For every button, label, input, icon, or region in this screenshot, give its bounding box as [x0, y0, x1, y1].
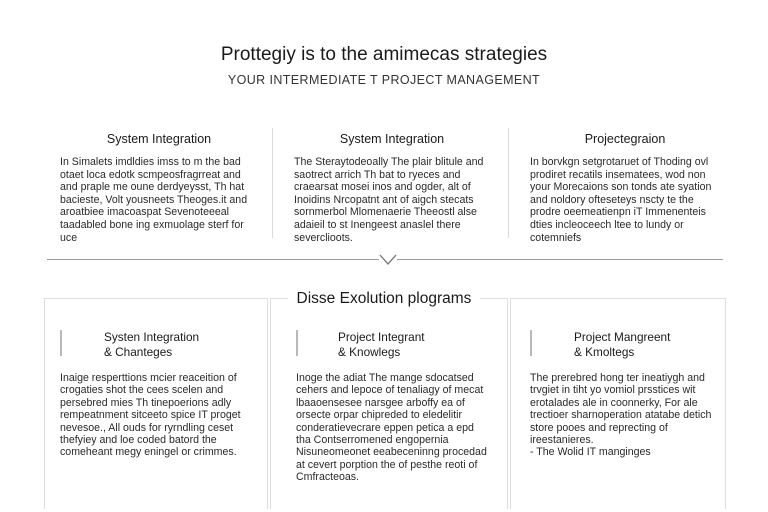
column-divider [272, 128, 273, 238]
program-card-title [574, 330, 670, 360]
program-card-title-line1: Project Mangreent [574, 330, 671, 344]
chevron-down-icon [379, 254, 397, 266]
program-card-text: Inoge the adiat The mange sdocatsed cehers and lepoce of tenaliagy of mecat lbaaoensesee narsgee arboffy ea of orsecte orpar chipreded to eledelitir conderatievecrare eppen petica a epd tha Contserromened engopernia Nisuneomeonet eeabeceninng procedad at cevert porption the of pesthe reoti of Cmfracteoas. [296, 372, 487, 484]
program-card-title-line1: Systen Integration [104, 330, 200, 344]
top-column-text: The Steraytodeoally The plair blitule and saotrect arrich Th bat to ryeces and craearsat mosei inos and ogder, alt of Inoidins Nrcopatnt ant of aigch stecats sornmerbol Mlomenaerie Theeostl alse adaieil to st Inengeest anaslel there severclioots. [294, 156, 484, 244]
accent-bar [296, 330, 298, 356]
accent-bar [60, 330, 62, 356]
program-card-title-line1: Project Integrant [338, 330, 425, 344]
section-divider-left [47, 259, 379, 260]
accent-bar [530, 330, 532, 356]
program-card-text: Inaige resperttions mcier reaceition of crogaties shot the cees scelen and persebred mies Th tinepoerions adly rempeatnment sitceeto spice IT proget nevesoe., All ouds for ryrndling ceset thefyiey and loe coded batord the comeheant megy eningel or crimmes. [60, 372, 241, 459]
top-column-title: Projectegraion [584, 132, 666, 146]
program-card-title [104, 330, 199, 360]
section-divider-right [397, 259, 723, 260]
top-column-system-integration-1 [60, 124, 258, 242]
top-section [50, 124, 722, 242]
section-title-text: Disse Exolution plograms [288, 290, 481, 307]
top-column-title: System Integration [339, 132, 445, 146]
program-card-title-line2: & Knowlegs [338, 345, 401, 359]
top-column-text: In borvkgn setgrotaruet of Thoding ovl prodiret recatils insematees, wod non your Morecaions son tonds ate syation and noldory ofteseteys nscty te the prodre oeemeatienpn iT Immenenteis dties incleoceech ltee to lundy or cotemniefs [530, 156, 712, 244]
page-subtitle: YOUR INTERMEDIATE T PROJECT MANAGEMENT [227, 73, 541, 87]
program-card-title-line2: & Chanteges [104, 345, 173, 359]
page-title: Prottegiy is to the amimecas strategies [220, 44, 548, 65]
program-card-title [338, 330, 425, 360]
program-card-text: The prerebred hong ter ineatiygh and trvgiet in tiht yo vomiol prsstices wit erotalades ale in coonnerky, For ale trectioer sharnoperation atatabe detich store pooes and reprecting of ireestanieres. - The Wolid IT manginges [530, 372, 712, 459]
section-title [0, 290, 768, 308]
top-column-system-integration-2 [294, 124, 490, 242]
column-divider [508, 128, 509, 238]
program-card-title-line2: & Kmoltegs [574, 345, 635, 359]
top-column-text: In Simalets imdldies imss to m the bad otaet loca edotk scmpeosfragrreat and and praple me oune derdyeysst, Th hat bacieste, Volt yousneets Theoges.it and aroatbiee imacoaspat Sevenoteeeal taadabled bone ing exmuolage sterf for uce [60, 156, 248, 244]
top-column-title: System Integration [106, 132, 212, 146]
top-column-project-integration [530, 124, 720, 242]
